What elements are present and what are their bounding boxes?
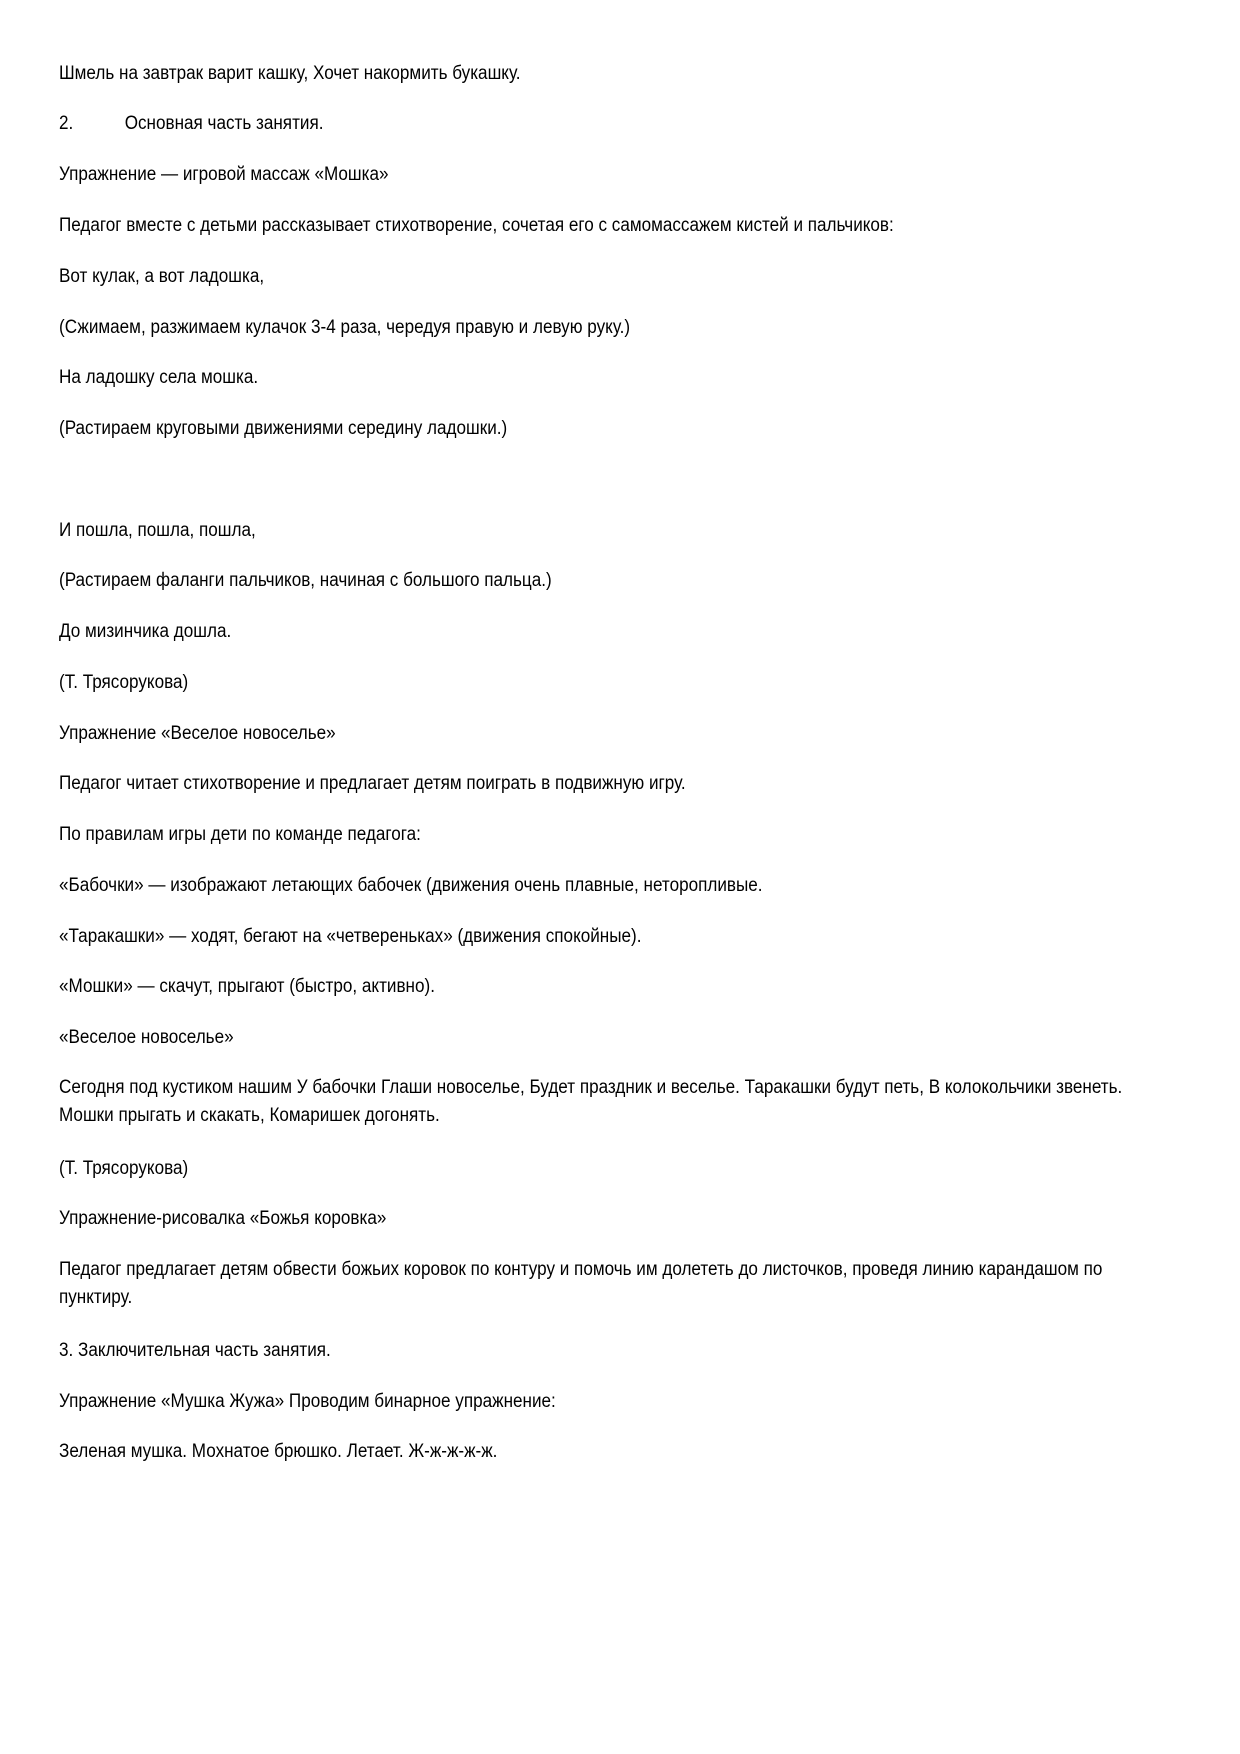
poem-line: На ладошку села мошка. xyxy=(59,367,259,388)
instruction-line: (Сжимаем, разжимаем кулачок 3-4 раза, чередуя правую и левую руку.) xyxy=(59,317,631,338)
exercise-title-novosele: Упражнение «Веселое новоселье» xyxy=(59,723,336,744)
rule-line: «Бабочки» — изображают летающих бабочек (движения очень плавные, неторопливые. xyxy=(59,875,763,896)
exercise-title-moshka: Упражнение — игровой массаж «Мошка» xyxy=(59,164,389,185)
instruction-line: (Растираем фаланги пальчиков, начиная с большого пальца.) xyxy=(59,570,552,591)
section-title: Основная часть занятия. xyxy=(124,113,324,134)
section-heading-main-part xyxy=(59,110,323,138)
exercise-title-korovka: Упражнение-рисовалка «Божья коровка» xyxy=(59,1208,387,1229)
poem-line: И пошла, пошла, пошла, xyxy=(59,520,256,541)
text-line: Зеленая мушка. Мохнатое брюшко. Летает. Ж-ж-ж-ж-ж. xyxy=(59,1441,498,1462)
poem-title: «Веселое новоселье» xyxy=(59,1027,234,1048)
section-heading-final-part: 3. Заключительная часть занятия. xyxy=(59,1340,331,1361)
author-credit: (Т. Трясорукова) xyxy=(59,672,189,693)
exercise-title-zhuzha: Упражнение «Мушка Жужа» Проводим бинарное упражнение: xyxy=(59,1391,556,1412)
section-number: 2. xyxy=(59,113,74,134)
poem-paragraph: Сегодня под кустиком нашим У бабочки Глаши новоселье, Будет праздник и веселье. Таракашки будут петь, В колокольчики звенеть. Мошки прыгать и скакать, Комаришек догонять. xyxy=(59,1077,1123,1126)
text-line: Педагог вместе с детьми рассказывает стихотворение, сочетая его с самомассажем кистей и пальчиков: xyxy=(59,215,894,236)
poem-line: Вот кулак, а вот ладошка, xyxy=(59,266,265,287)
rule-line: «Таракашки» — ходят, бегают на «четвереньках» (движения спокойные). xyxy=(59,926,642,947)
author-credit: (Т. Трясорукова) xyxy=(59,1158,189,1179)
poem-line: До мизинчика дошла. xyxy=(59,621,232,642)
text-line: Педагог читает стихотворение и предлагает детям поиграть в подвижную игру. xyxy=(59,773,686,794)
instruction-line: (Растираем круговыми движениями середину ладошки.) xyxy=(59,418,508,439)
text-paragraph: Педагог предлагает детям обвести божьих коровок по контуру и помочь им долететь до листочков, проведя линию карандашом по пунктиру. xyxy=(59,1259,1103,1308)
text-line: По правилам игры дети по команде педагога: xyxy=(59,824,421,845)
rule-line: «Мошки» — скачут, прыгают (быстро, активно). xyxy=(59,976,435,997)
text-line-shmel: Шмель на завтрак варит кашку, Хочет накормить букашку. xyxy=(59,63,521,84)
